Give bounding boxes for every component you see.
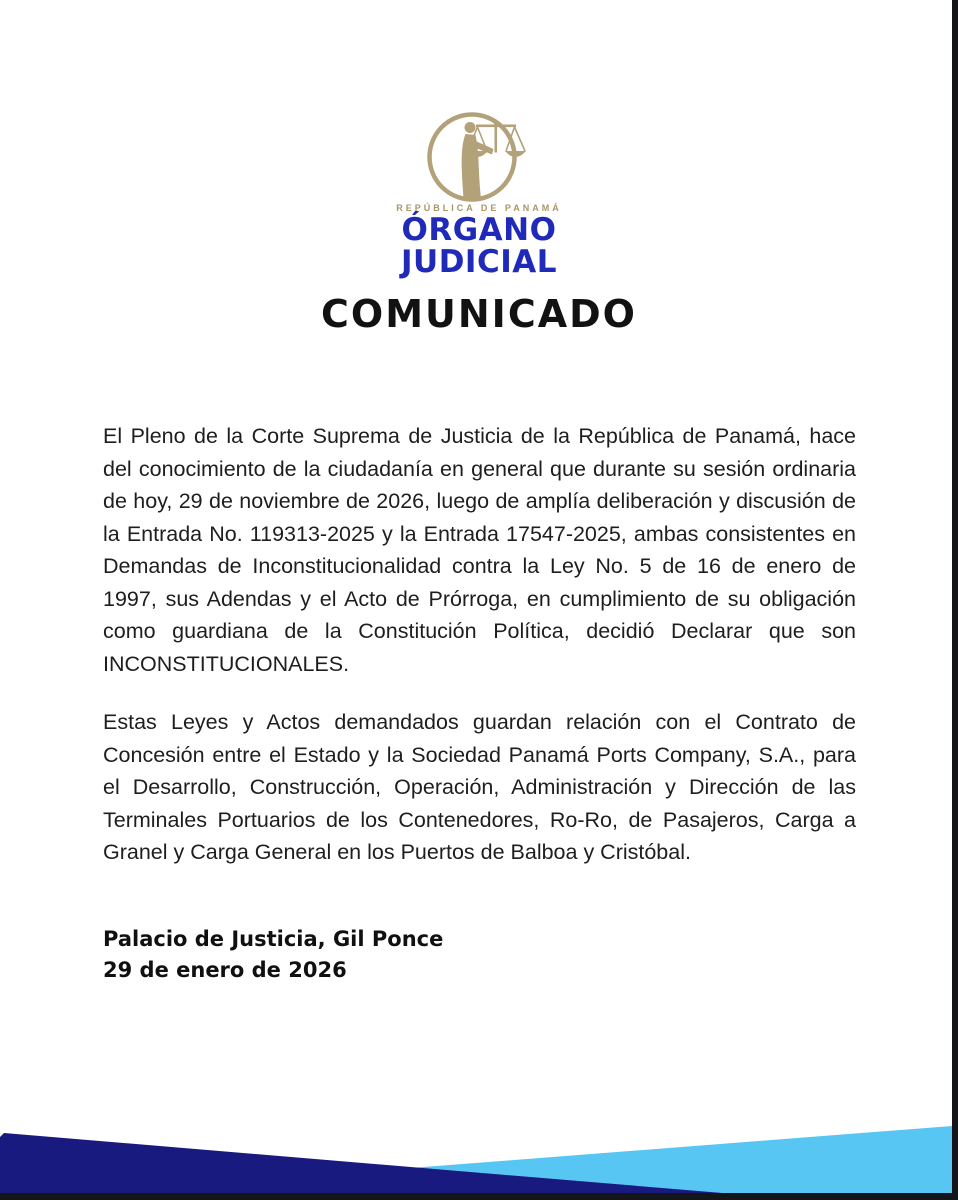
org-name-line2: JUDICIAL <box>400 244 557 280</box>
justice-scales-icon <box>420 110 538 205</box>
org-name-line1: ÓRGANO <box>401 212 557 248</box>
signature-block <box>103 924 443 986</box>
body-text <box>103 420 856 895</box>
paragraph-ruling: El Pleno de la Corte Suprema de Justicia de la República de Panamá, hace del conocimiento de la ciudadanía en general que durante su sesión ordinaria de hoy, 29 de noviembre de 2026, luego de amplía deliberación y discusión de la Entrada No. 119313-2025 y la Entrada 17547-2025, ambas consistentes en Demandas de Inconstitucionalidad contra la Ley No. 5 de 16 de enero de 1997, sus Adendas y el Acto de Prórroga, en cumplimiento de su obligación como guardiana de la Constitución Política, decidió Declarar que son INCONSTITUCIONALES. <box>103 424 856 676</box>
bottom-ribbons-decoration <box>0 1090 958 1200</box>
page-title: COMUNICADO <box>321 292 637 336</box>
signature-place: Palacio de Justicia, Gil Ponce <box>103 927 444 951</box>
frame-edge-right <box>952 0 958 1200</box>
frame-edge-bottom <box>0 1193 958 1200</box>
organo-judicial-logo <box>349 110 609 280</box>
country-label: REPÚBLICA DE PANAMÁ <box>396 203 562 213</box>
signature-date: 29 de enero de 2026 <box>103 958 347 982</box>
paragraph-contract: Estas Leyes y Actos demandados guardan relación con el Contrato de Concesión entre el Estado y la Sociedad Panamá Ports Company, S.A., para el Desarrollo, Construcción, Operación, Administración y Dirección de las Terminales Portuarios de los Contenedores, Ro-Ro, de Pasajeros, Carga a Granel y Carga General en los Puertos de Balboa y Cristóbal. <box>103 710 856 864</box>
